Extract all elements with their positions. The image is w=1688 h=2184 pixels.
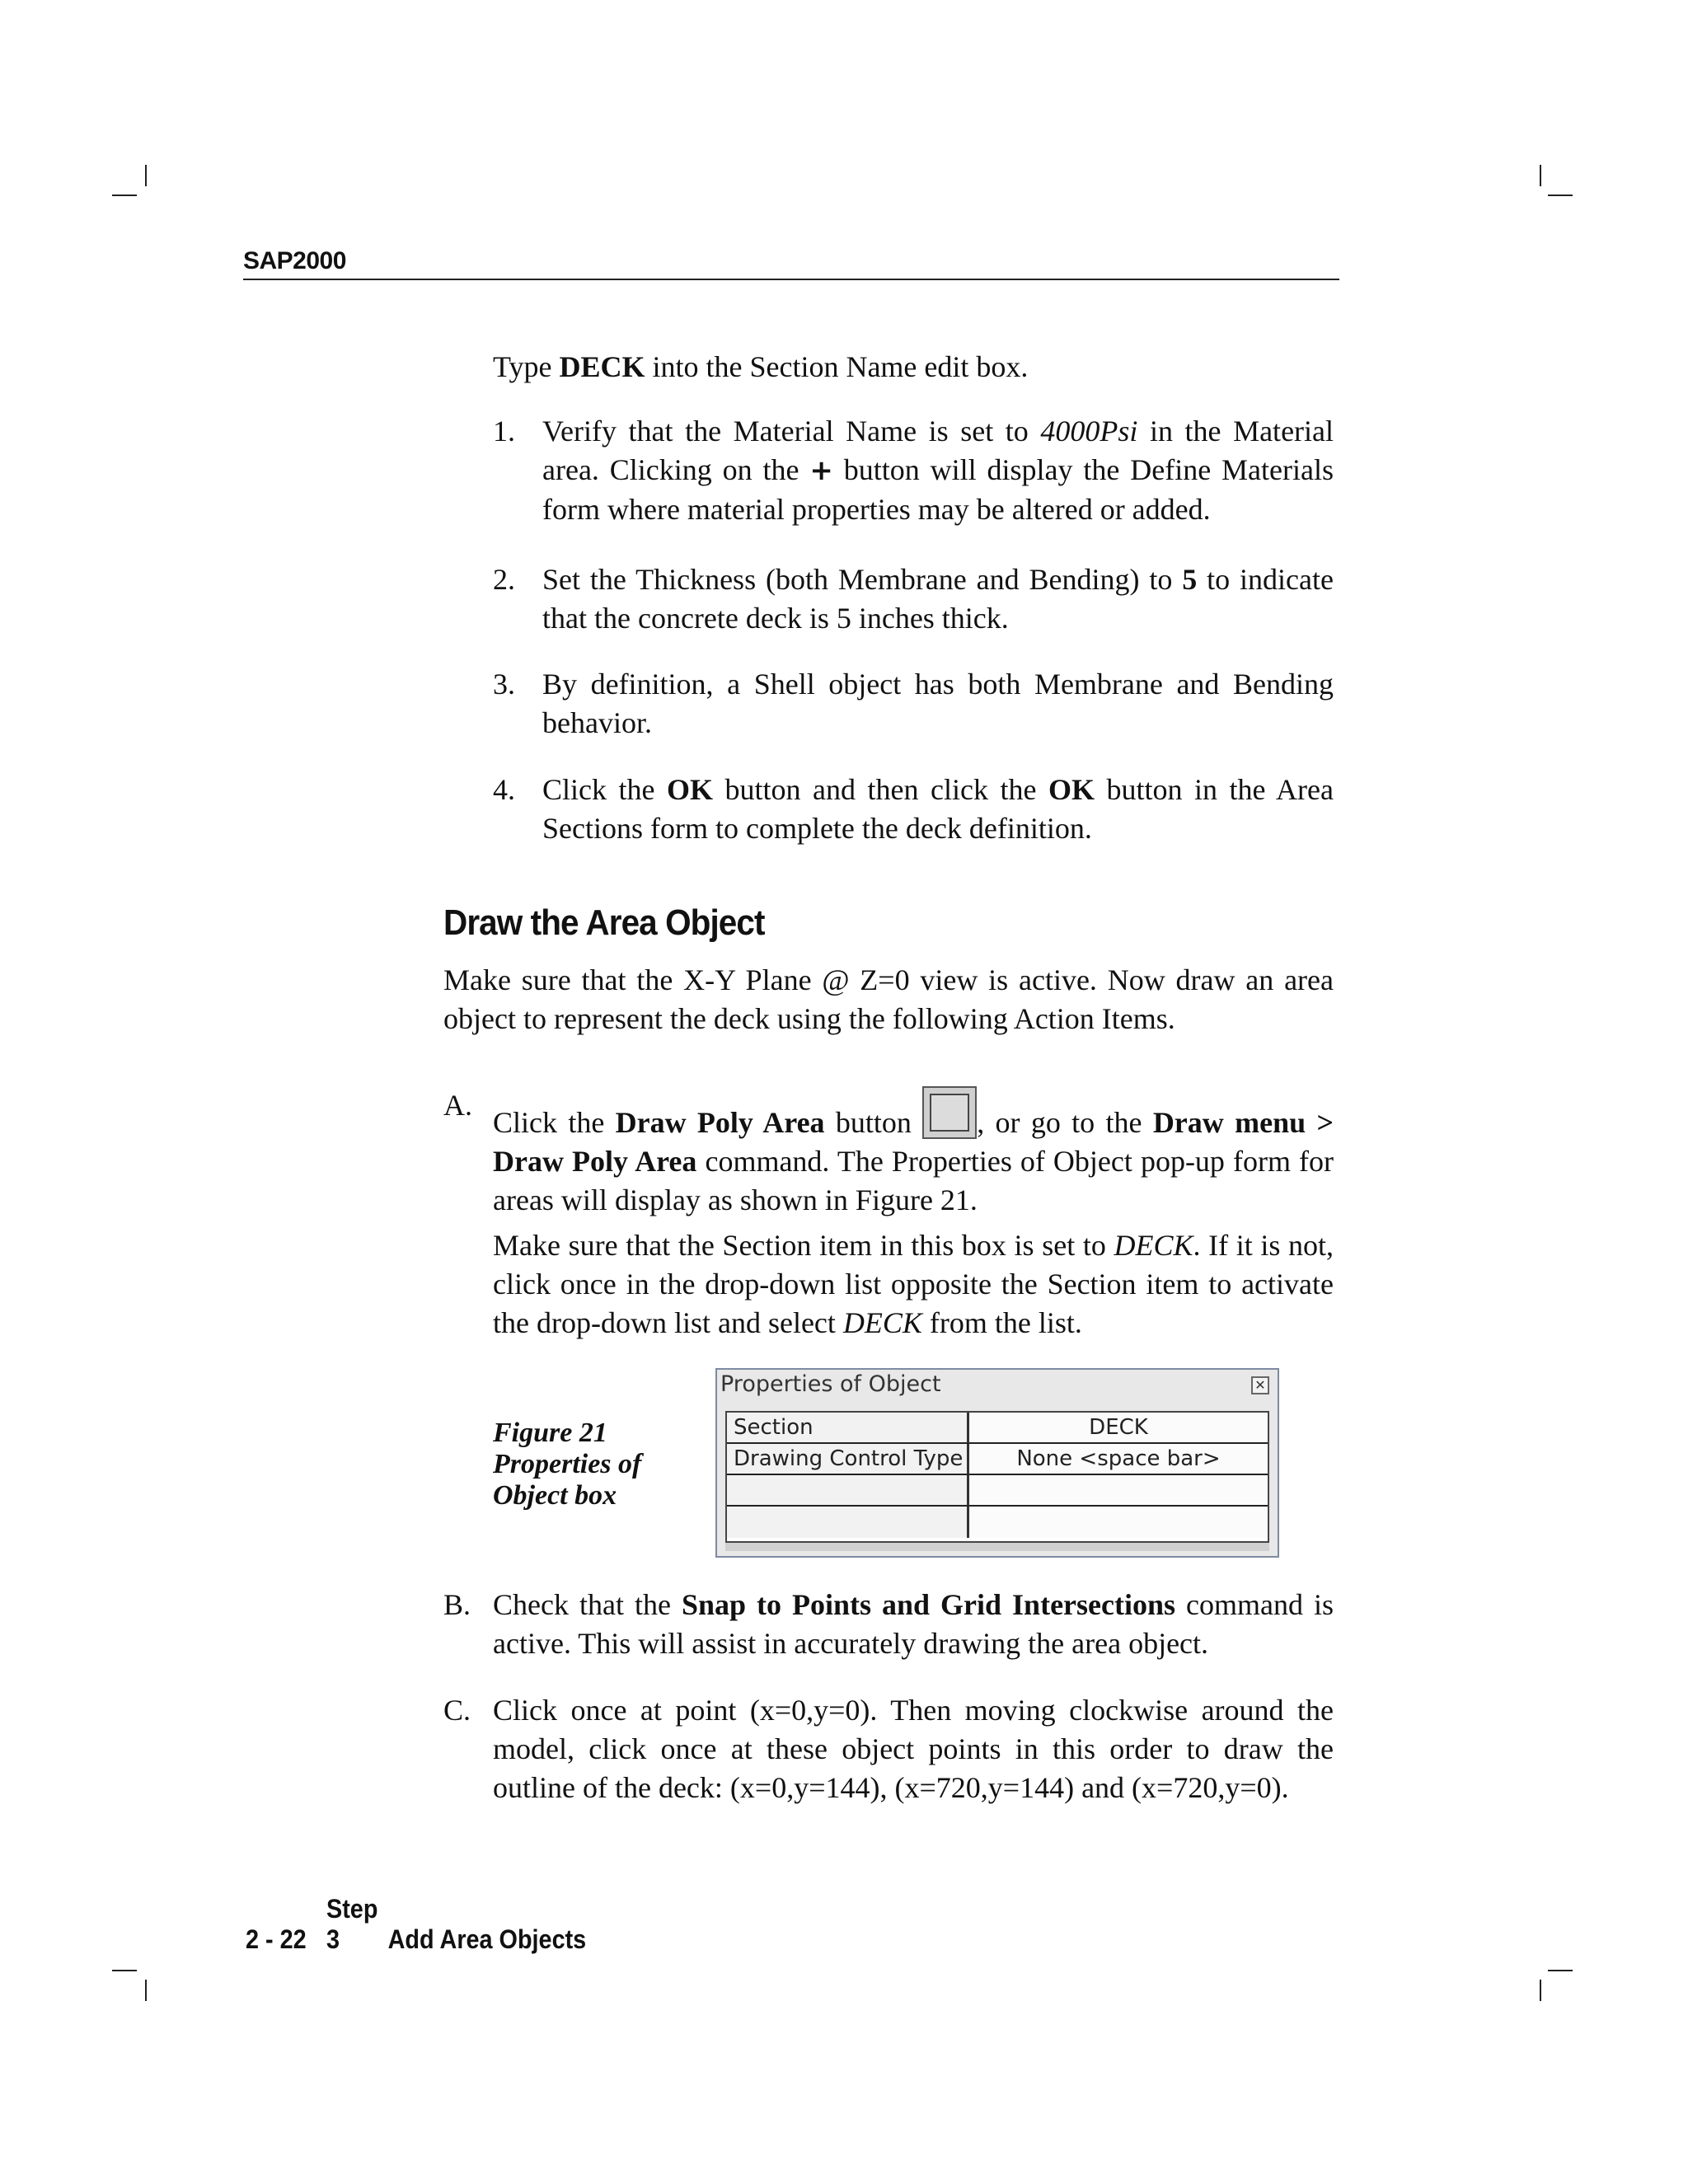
step-item [493, 665, 1334, 748]
text-run: . If it is not, click once in the drop-down list opposite the Section item to activate the drop-down list and select [493, 1229, 1334, 1339]
section-intro: Make sure that the X-Y Plane @ Z=0 view is active. Now draw an area object to represent the deck using the following Action Items. [443, 963, 1334, 1035]
plus-icon: + [809, 454, 833, 487]
step-number: 4. [493, 773, 515, 806]
page-number: 2 - 22 [246, 1924, 307, 1954]
section-dropdown[interactable]: DECK [969, 1413, 1268, 1444]
caption-line: Object box [493, 1480, 617, 1511]
caption-line: Properties of [493, 1449, 642, 1479]
step-item [493, 412, 1334, 536]
dialog-title: Properties of Object [720, 1371, 941, 1397]
drawing-control-type-dropdown[interactable]: None <space bar> [969, 1444, 1268, 1475]
italic-run: 4000Psi [1040, 415, 1138, 448]
step-text [542, 771, 1334, 848]
text-run: Click the [542, 773, 667, 806]
properties-grid [725, 1411, 1269, 1543]
text-run: Click once at point (x=0,y=0). Then moving clockwise around the model, click once at these object points in this order to draw the outline of the deck: (x=0,y=144), (x=720,y=144) and (x=720,y=0). [493, 1694, 1334, 1804]
text-run: in the Material area. Clicking on the [542, 415, 1334, 486]
step-item [493, 771, 1334, 853]
action-text-continued [493, 1226, 1334, 1343]
step-number: 3. [493, 668, 515, 701]
text-run: , or go to the [977, 1106, 1153, 1139]
bold-run: Draw Poly Area [615, 1106, 825, 1139]
header-title: SAP2000 [243, 247, 346, 274]
crop-mark [1540, 165, 1541, 186]
crop-mark [145, 165, 147, 186]
crop-mark [1548, 194, 1573, 196]
action-text [493, 1086, 1334, 1220]
property-label [727, 1475, 969, 1507]
property-row [727, 1475, 1268, 1507]
action-label: C. [443, 1694, 471, 1727]
bold-run: Snap to Points and Grid Intersections [681, 1588, 1176, 1621]
text-run: Check that the [493, 1588, 682, 1621]
running-header [243, 247, 1339, 280]
crop-mark [112, 1970, 137, 1971]
text-run: Click the [493, 1106, 616, 1139]
footer-step: Step 3 [326, 1894, 378, 1954]
intro-post: into the Section Name edit box. [645, 350, 1029, 383]
bold-run: OK [667, 773, 714, 806]
action-text [493, 1691, 1334, 1807]
text-run: from the list. [921, 1306, 1082, 1339]
property-label: Drawing Control Type [727, 1444, 969, 1475]
step-item [493, 560, 1334, 643]
action-item-b [443, 1586, 1334, 1668]
text-run: button and then click the [713, 773, 1048, 806]
caption-line: Figure 21 [493, 1418, 607, 1448]
italic-run: DECK [1114, 1229, 1193, 1262]
section-heading: Draw the Area Object [443, 902, 765, 943]
text-run: Set the Thickness (both Membrane and Bending) to [542, 563, 1183, 596]
text-run: command. The Properties of Object pop-up form for areas will display as shown in Figure 21. [493, 1145, 1334, 1216]
step-number: 1. [493, 415, 515, 448]
property-value [969, 1475, 1268, 1507]
figure-caption [493, 1418, 682, 1511]
intro-pre: Type [493, 350, 560, 383]
italic-run: DECK [842, 1306, 922, 1339]
crop-mark [1540, 1980, 1541, 2001]
property-row [727, 1444, 1268, 1475]
property-label [727, 1507, 969, 1538]
property-label: Section [727, 1413, 969, 1444]
bold-run: OK [1048, 773, 1095, 806]
crop-mark [145, 1980, 147, 2001]
bold-run: Draw menu > Draw Poly Area [493, 1106, 1334, 1178]
draw-poly-area-icon[interactable] [922, 1086, 977, 1139]
text-run: button will display the Define Materials form where material properties may be altered or added. [542, 453, 1334, 526]
close-icon[interactable]: ✕ [1251, 1376, 1269, 1394]
action-label: B. [443, 1588, 471, 1621]
action-label: A. [443, 1089, 472, 1122]
footer-title: Add Area Objects [387, 1924, 587, 1954]
step-text [542, 560, 1334, 638]
page-footer [246, 1894, 586, 1955]
step-text [542, 412, 1334, 529]
crop-mark [112, 194, 137, 196]
text-run: command is active. This will assist in accurately drawing the area object. [493, 1588, 1334, 1660]
property-row [727, 1413, 1268, 1444]
property-row [727, 1507, 1268, 1538]
action-item-a [443, 1086, 1334, 1339]
bold-run: 5 [1182, 563, 1198, 596]
properties-of-object-dialog [715, 1368, 1279, 1558]
intro-bold: DECK [559, 350, 645, 383]
property-value [969, 1507, 1268, 1538]
step-text [542, 665, 1334, 743]
action-item-c [443, 1691, 1334, 1815]
dialog-scrollbar[interactable] [725, 1543, 1269, 1551]
text-run: to indicate that the concrete deck is 5 inches thick. [542, 563, 1334, 635]
step-number: 2. [493, 563, 515, 596]
text-run: Make sure that the Section item in this box is set to [493, 1229, 1114, 1262]
text-run: button in the Area Sections form to complete the deck definition. [542, 773, 1334, 845]
intro-paragraph [493, 348, 1334, 387]
action-text [493, 1586, 1334, 1663]
text-run: By definition, a Shell object has both Membrane and Bending behavior. [542, 668, 1334, 739]
crop-mark [1548, 1970, 1573, 1971]
text-run: button [824, 1106, 923, 1139]
text-run: Verify that the Material Name is set to [542, 415, 1041, 448]
